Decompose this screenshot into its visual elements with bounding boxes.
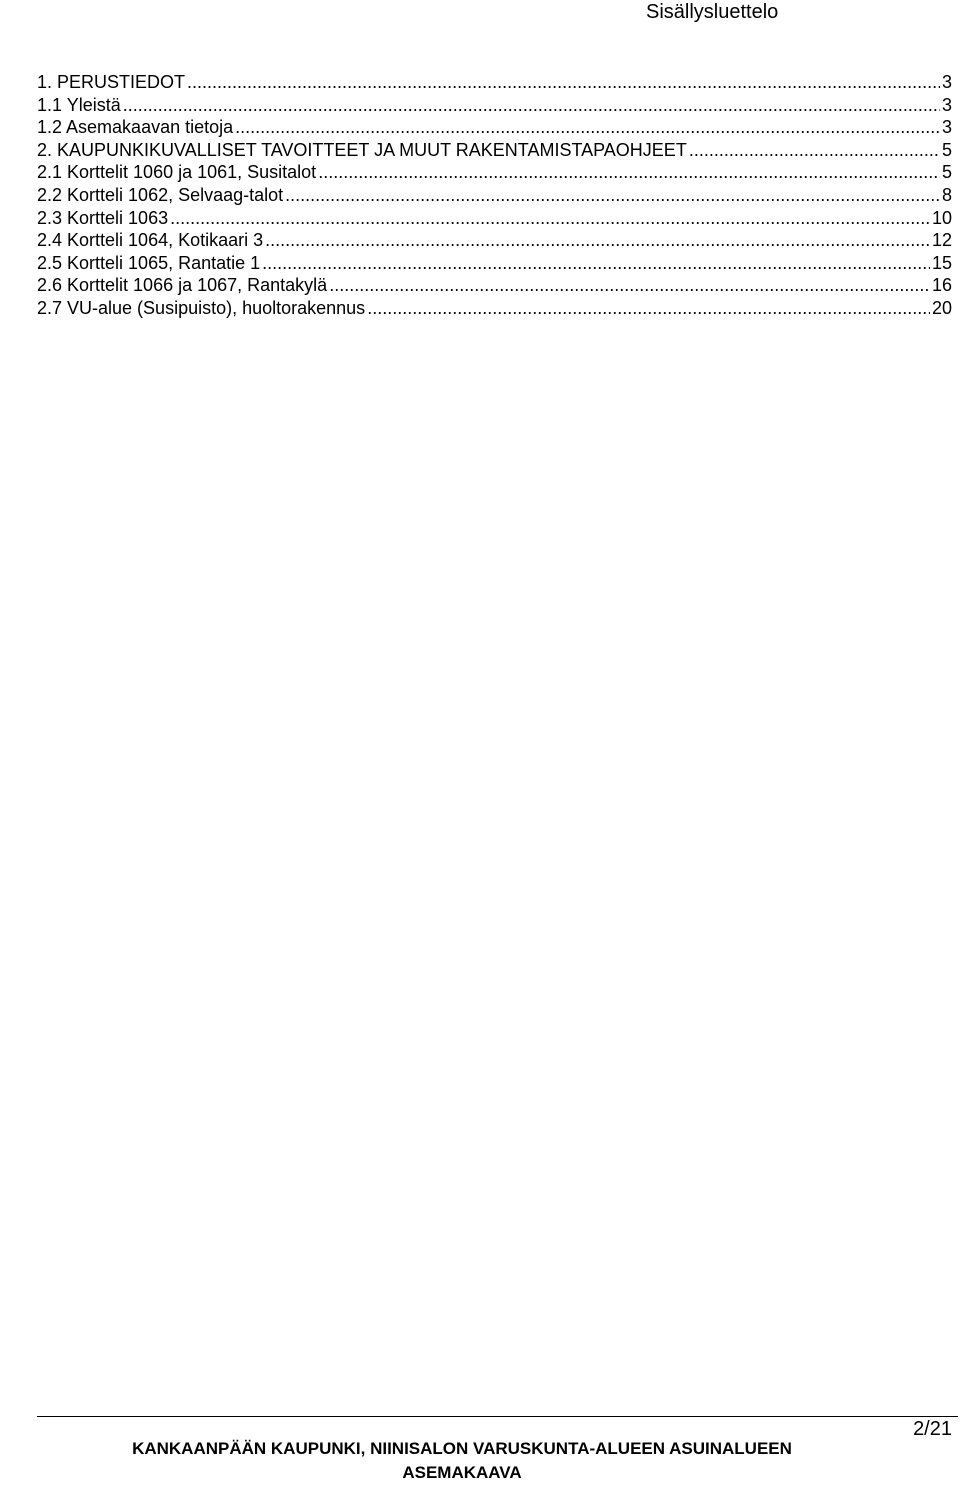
toc-dot-leader — [689, 139, 940, 161]
toc-dot-leader — [235, 116, 940, 138]
table-of-contents — [37, 71, 952, 320]
toc-entry-label: 2.3 Kortteli 1063 — [37, 207, 169, 228]
toc-entry-page: 20 — [931, 297, 952, 318]
footer-organization: KANKAANPÄÄN KAUPUNKI, NIINISALON VARUSKUNTA-ALUEEN ASUINALUEEN ASEMAKAAVA — [132, 1439, 792, 1482]
toc-entry[interactable] — [37, 297, 952, 320]
toc-dot-leader — [285, 184, 940, 206]
footer-divider — [37, 1416, 958, 1417]
toc-dot-leader — [367, 297, 930, 319]
toc-entry[interactable] — [37, 252, 952, 275]
toc-entry-label: 1. PERUSTIEDOT — [37, 72, 186, 92]
toc-dot-leader — [329, 274, 930, 296]
toc-entry[interactable] — [37, 71, 952, 94]
toc-entry-page: 8 — [941, 184, 952, 205]
toc-entry-label: 2.6 Korttelit 1066 ja 1067, Rantakylä — [37, 275, 328, 296]
toc-dot-leader — [187, 71, 940, 93]
toc-entry-label: 2.5 Kortteli 1065, Rantatie 1 — [37, 252, 261, 273]
toc-entry-label: 2.7 VU-alue (Susipuisto), huoltorakennus — [37, 297, 366, 318]
toc-entry-page: 3 — [941, 117, 952, 138]
toc-dot-leader — [123, 94, 940, 116]
toc-dot-leader — [262, 252, 930, 274]
toc-entry-label: 1.2 Asemakaavan tietoja — [37, 117, 234, 138]
toc-entry[interactable] — [37, 274, 952, 297]
toc-entry-label: 2. KAUPUNKIKUVALLISET TAVOITTEET JA MUUT RAKENTAMISTAPAOHJEET — [37, 139, 687, 160]
toc-entry[interactable] — [37, 94, 952, 117]
toc-entry[interactable] — [37, 184, 952, 207]
page-header-title: Sisällysluettelo — [646, 1, 779, 23]
toc-entry-page: 15 — [931, 252, 952, 273]
toc-entry-label: 2.2 Kortteli 1062, Selvaag-talot — [37, 184, 284, 205]
toc-entry-page: 3 — [941, 72, 952, 92]
toc-entry-page: 12 — [931, 230, 952, 251]
toc-entry[interactable] — [37, 139, 952, 162]
toc-entry-page: 5 — [941, 162, 952, 183]
toc-entry-label: 2.1 Korttelit 1060 ja 1061, Susitalot — [37, 162, 317, 183]
toc-entry[interactable] — [37, 207, 952, 230]
toc-entry[interactable] — [37, 161, 952, 184]
toc-entry-page: 16 — [931, 275, 952, 296]
toc-entry[interactable] — [37, 229, 952, 252]
toc-entry-page: 10 — [931, 207, 952, 228]
toc-dot-leader — [265, 229, 930, 251]
toc-entry-page: 3 — [941, 94, 952, 115]
toc-entry[interactable] — [37, 116, 952, 139]
toc-entry-label: 2.4 Kortteli 1064, Kotikaari 3 — [37, 230, 264, 251]
toc-dot-leader — [318, 161, 940, 183]
toc-entry-label: 1.1 Yleistä — [37, 94, 121, 115]
toc-dot-leader — [170, 207, 930, 229]
footer-page-indicator: 2/21 — [913, 1418, 952, 1440]
toc-entry-page: 5 — [941, 139, 952, 160]
